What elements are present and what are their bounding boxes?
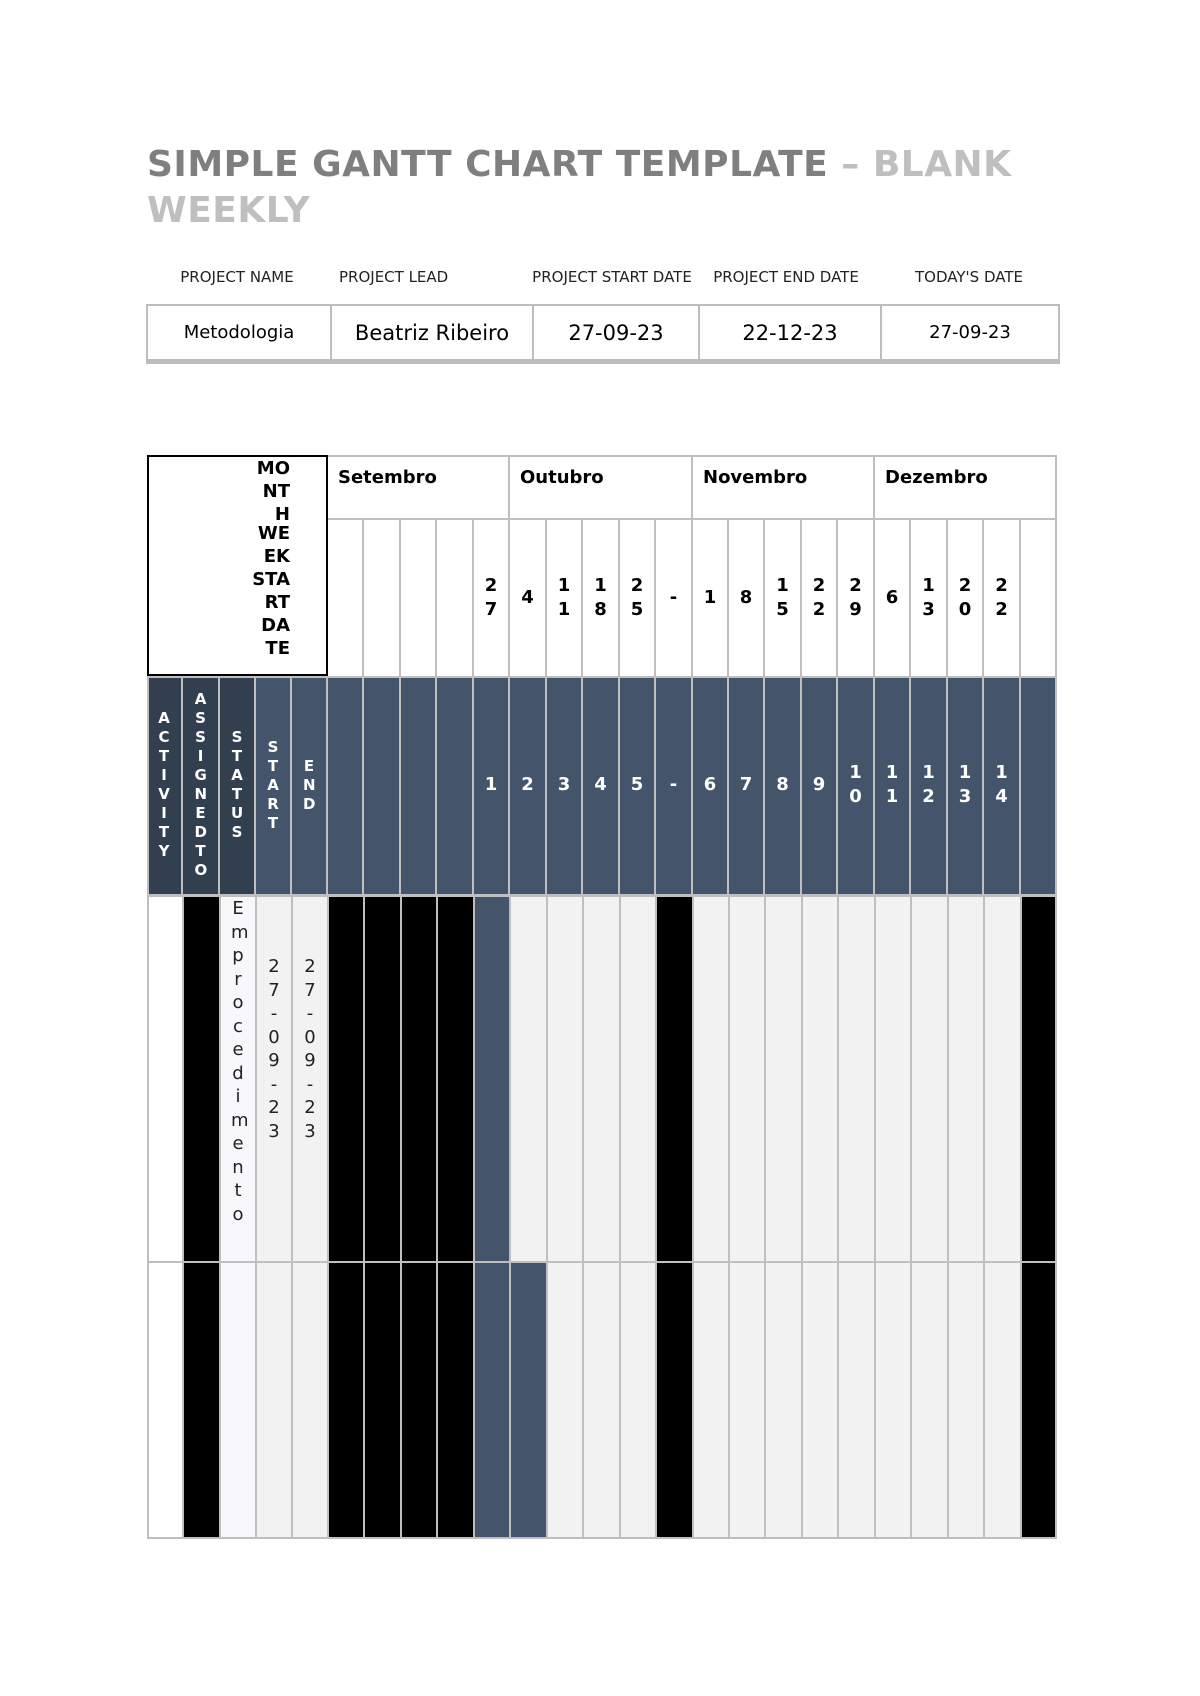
month-header-cell xyxy=(510,455,693,520)
week-number: 4 xyxy=(594,774,607,795)
month-header-cell xyxy=(693,455,875,520)
week-start-date: 22 xyxy=(995,575,1008,620)
gantt-cell[interactable] xyxy=(729,1262,765,1539)
week-number-cell xyxy=(875,676,911,896)
cell-text: 27-09-23 xyxy=(268,956,280,1142)
week-number: 6 xyxy=(703,774,717,795)
week-number-cell xyxy=(1021,676,1057,896)
gantt-cell[interactable] xyxy=(802,896,838,1262)
activity-column-header xyxy=(147,676,183,896)
week-number-cell xyxy=(474,676,510,896)
todays-date-label: TODAY'S DATE xyxy=(915,268,1023,286)
week-start-date: 15 xyxy=(776,575,789,620)
gantt-cell[interactable] xyxy=(547,896,583,1262)
status-column-header xyxy=(220,676,256,896)
week-number-cell xyxy=(838,676,875,896)
project-start-date-label: PROJECT START DATE xyxy=(532,268,692,286)
column-header-label: ASSIGNED TO xyxy=(194,690,208,879)
week-start-date: 22 xyxy=(812,575,826,620)
week-start-date-cell xyxy=(911,520,948,676)
gantt-cell[interactable] xyxy=(437,1262,474,1539)
gantt-cell[interactable] xyxy=(1021,1262,1057,1539)
week-start-date: 20 xyxy=(958,575,972,620)
gantt-cell[interactable] xyxy=(656,896,693,1262)
week-number-cell xyxy=(802,676,838,896)
gantt-cell[interactable] xyxy=(984,896,1021,1262)
week-start-date-cell xyxy=(948,520,984,676)
week-start-date-cell xyxy=(729,520,765,676)
assigned-to-cell[interactable] xyxy=(183,1262,220,1539)
column-header-label: END xyxy=(303,756,316,813)
project-start-date-value[interactable]: 27-09-23 xyxy=(568,320,664,345)
week-start-date-cell xyxy=(984,520,1021,676)
gantt-cell[interactable] xyxy=(765,1262,802,1539)
week-start-date-cell xyxy=(583,520,620,676)
week-number-cell xyxy=(401,676,437,896)
week-start-date-cell xyxy=(547,520,583,676)
week-start-date-cell xyxy=(474,520,510,676)
gantt-cell[interactable] xyxy=(984,1262,1021,1539)
column-header-label: STATUS xyxy=(231,728,244,841)
column-header-label: START xyxy=(267,737,279,832)
month-name: Outubro xyxy=(520,467,604,488)
gantt-cell[interactable] xyxy=(729,896,765,1262)
week-number: 3 xyxy=(557,774,571,795)
week-number-cell xyxy=(693,676,729,896)
title-subtitle: BLANK WEEKLY xyxy=(147,144,1012,231)
week-number: 8 xyxy=(776,774,789,795)
gantt-cell[interactable] xyxy=(948,1262,984,1539)
week-number-cell xyxy=(911,676,948,896)
todays-date-value[interactable]: 27-09-23 xyxy=(929,322,1011,343)
week-start-date: 4 xyxy=(521,587,534,608)
assigned-to-column-header xyxy=(183,676,220,896)
week-number-cell xyxy=(437,676,474,896)
week-number-cell xyxy=(364,676,401,896)
week-number-cell xyxy=(948,676,984,896)
week-number-cell xyxy=(547,676,583,896)
month-name: Setembro xyxy=(338,467,437,488)
cell-text: 27-09-23 xyxy=(304,956,316,1142)
start-cell[interactable] xyxy=(256,1262,292,1539)
end-column-header xyxy=(292,676,328,896)
week-start-date-cell xyxy=(328,520,364,676)
end-cell[interactable] xyxy=(292,1262,328,1539)
week-number: 11 xyxy=(885,762,899,807)
status-cell[interactable] xyxy=(220,1262,256,1539)
gantt-cell[interactable] xyxy=(474,896,510,1262)
gantt-cell[interactable] xyxy=(364,1262,401,1539)
week-number-cell xyxy=(656,676,693,896)
start-cell[interactable] xyxy=(256,896,292,1262)
column-header-label: ACTIVITY xyxy=(158,709,170,860)
week-number-cell xyxy=(510,676,547,896)
gantt-cell[interactable] xyxy=(474,1262,510,1539)
gantt-cell[interactable] xyxy=(583,1262,620,1539)
month-header-cell xyxy=(328,455,510,520)
week-number: 5 xyxy=(630,774,644,795)
week-start-date-cell xyxy=(620,520,656,676)
gantt-cell[interactable] xyxy=(364,896,401,1262)
project-lead-label: PROJECT LEAD xyxy=(339,268,449,286)
gantt-cell[interactable] xyxy=(875,1262,911,1539)
title-main: SIMPLE GANTT CHART TEMPLATE xyxy=(147,144,829,185)
week-number-cell xyxy=(984,676,1021,896)
project-end-date-label: PROJECT END DATE xyxy=(713,268,859,286)
week-number-cell xyxy=(328,676,364,896)
week-number-cell xyxy=(583,676,620,896)
gantt-cell[interactable] xyxy=(838,896,875,1262)
title-separator: – xyxy=(828,144,873,185)
week-number: - xyxy=(669,774,678,795)
gantt-cell[interactable] xyxy=(620,896,656,1262)
week-number: 1 xyxy=(484,774,498,795)
week-start-date: 18 xyxy=(594,575,607,620)
week-number: 10 xyxy=(849,762,862,807)
gantt-cell[interactable] xyxy=(1021,896,1057,1262)
week-start-date-cell xyxy=(656,520,693,676)
gantt-cell[interactable] xyxy=(656,1262,693,1539)
week-start-date: 8 xyxy=(739,587,753,608)
gantt-cell[interactable] xyxy=(693,1262,729,1539)
gantt-cell[interactable] xyxy=(802,1262,838,1539)
week-number: 7 xyxy=(739,774,753,795)
week-start-date: 6 xyxy=(885,587,899,608)
week-number: 12 xyxy=(922,762,935,807)
week-start-date-cell xyxy=(364,520,401,676)
week-number-cell xyxy=(729,676,765,896)
gantt-cell[interactable] xyxy=(838,1262,875,1539)
gantt-cell[interactable] xyxy=(437,896,474,1262)
week-number: 13 xyxy=(958,762,972,807)
activity-cell[interactable] xyxy=(147,896,183,1262)
gantt-cell[interactable] xyxy=(328,896,364,1262)
week-start-date-cell xyxy=(437,520,474,676)
month-header-cell xyxy=(875,455,1057,520)
gantt-cell[interactable] xyxy=(510,1262,547,1539)
week-start-date-cell xyxy=(401,520,437,676)
month-name: Dezembro xyxy=(885,467,988,488)
week-start-date: 29 xyxy=(849,575,862,620)
week-start-date: - xyxy=(669,587,678,608)
week-start-date: 13 xyxy=(922,575,935,620)
week-number: 2 xyxy=(521,774,534,795)
month-label: MONTH xyxy=(256,458,290,525)
gantt-cell[interactable] xyxy=(583,896,620,1262)
project-lead-value[interactable]: Beatriz Ribeiro xyxy=(354,320,510,345)
end-cell[interactable] xyxy=(292,896,328,1262)
week-start-date: 25 xyxy=(630,575,644,620)
week-number-cell xyxy=(620,676,656,896)
status-cell[interactable] xyxy=(220,896,256,1262)
gantt-cell[interactable] xyxy=(547,1262,583,1539)
header-corner xyxy=(147,455,328,676)
week-start-date: 11 xyxy=(557,575,571,620)
activity-cell[interactable] xyxy=(147,1262,183,1539)
week-start-date-cell xyxy=(510,520,547,676)
gantt-cell[interactable] xyxy=(948,896,984,1262)
week-start-date-cell xyxy=(875,520,911,676)
week-number: 14 xyxy=(995,762,1008,807)
gantt-cell[interactable] xyxy=(620,1262,656,1539)
week-start-date-cell xyxy=(765,520,802,676)
project-end-date-value[interactable]: 22-12-23 xyxy=(742,320,838,345)
month-name: Novembro xyxy=(703,467,808,488)
gantt-cell[interactable] xyxy=(401,1262,437,1539)
assigned-to-cell[interactable] xyxy=(183,896,220,1262)
gantt-cell[interactable] xyxy=(911,896,948,1262)
week-start-date: 1 xyxy=(703,587,717,608)
week-start-date-label: WEEK START DATE xyxy=(252,523,290,659)
cell-text: Em procedimento xyxy=(231,898,249,1225)
week-start-date-cell xyxy=(838,520,875,676)
gantt-cell[interactable] xyxy=(510,896,547,1262)
gantt-cell[interactable] xyxy=(693,896,729,1262)
week-number-cell xyxy=(765,676,802,896)
week-start-date-cell xyxy=(1021,520,1057,676)
project-name-label: PROJECT NAME xyxy=(180,268,294,286)
week-start-date-cell xyxy=(693,520,729,676)
gantt-cell[interactable] xyxy=(765,896,802,1262)
week-number: 9 xyxy=(812,774,826,795)
gantt-cell[interactable] xyxy=(328,1262,364,1539)
week-start-date-cell xyxy=(802,520,838,676)
start-column-header xyxy=(256,676,292,896)
gantt-cell[interactable] xyxy=(911,1262,948,1539)
gantt-cell[interactable] xyxy=(401,896,437,1262)
gantt-cell[interactable] xyxy=(875,896,911,1262)
week-start-date: 27 xyxy=(484,575,498,620)
project-name-value[interactable]: Metodologia xyxy=(183,322,295,343)
